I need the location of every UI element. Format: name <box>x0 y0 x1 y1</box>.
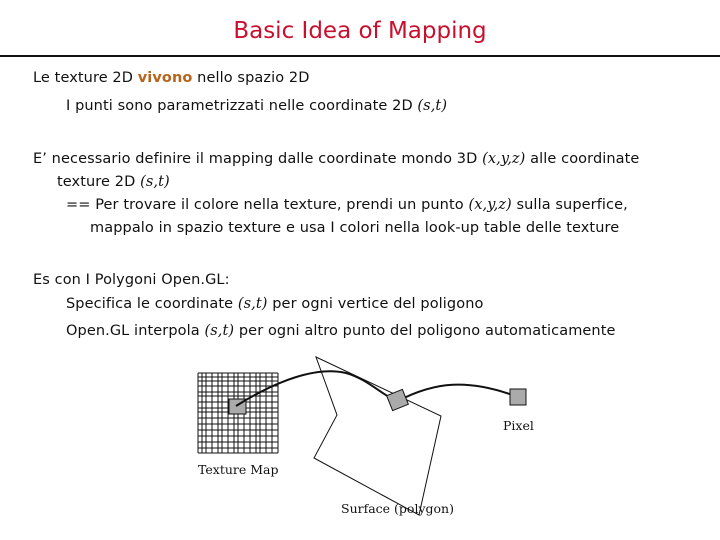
text-segment: nello spazio 2D <box>192 70 310 86</box>
coord-st: (s,t) <box>204 323 235 339</box>
text-segment: per ogni altro punto del poligono automaticamente <box>234 323 616 339</box>
bullet-opengl-example: Es con I Polygoni Open.GL: <box>33 272 230 288</box>
coord-st: (s,t) <box>140 174 170 190</box>
pixel-label: Pixel <box>503 418 534 433</box>
text-segment: sulla superfice, <box>511 197 628 213</box>
text-segment: E’ necessario definire il mapping dalle coordinate mondo 3D <box>33 151 483 167</box>
coord-st: (s,t) <box>417 98 448 114</box>
text-segment: texture 2D <box>57 174 141 190</box>
text-segment: Le texture 2D <box>33 70 138 86</box>
pixel-square <box>510 389 526 405</box>
text-segment: alle coordinate <box>525 151 640 167</box>
highlight-vivono: vivono <box>137 70 193 86</box>
coord-st: (s,t) <box>237 296 268 312</box>
subbullet-find-color-continued: mappalo in spazio texture e usa I colori nella look-up table delle texture <box>90 220 620 236</box>
text-segment: Specifica le coordinate <box>66 296 238 312</box>
texture-map-label: Texture Map <box>198 462 279 477</box>
text-segment: == Per trovare il colore nella texture, prendi un punto <box>66 197 469 213</box>
surface-label: Surface (polygon) <box>341 501 454 516</box>
coord-xyz: (x,y,z) <box>482 151 526 167</box>
text-segment: per ogni vertice del poligono <box>267 296 484 312</box>
coord-xyz: (x,y,z) <box>468 197 512 213</box>
surface-point-square <box>387 389 409 410</box>
text-segment: Open.GL interpola <box>66 323 205 339</box>
slide-title: Basic Idea of Mapping <box>233 18 487 44</box>
surface-polygon <box>314 357 441 515</box>
text-segment: I punti sono parametrizzati nelle coordinate 2D <box>66 98 418 114</box>
